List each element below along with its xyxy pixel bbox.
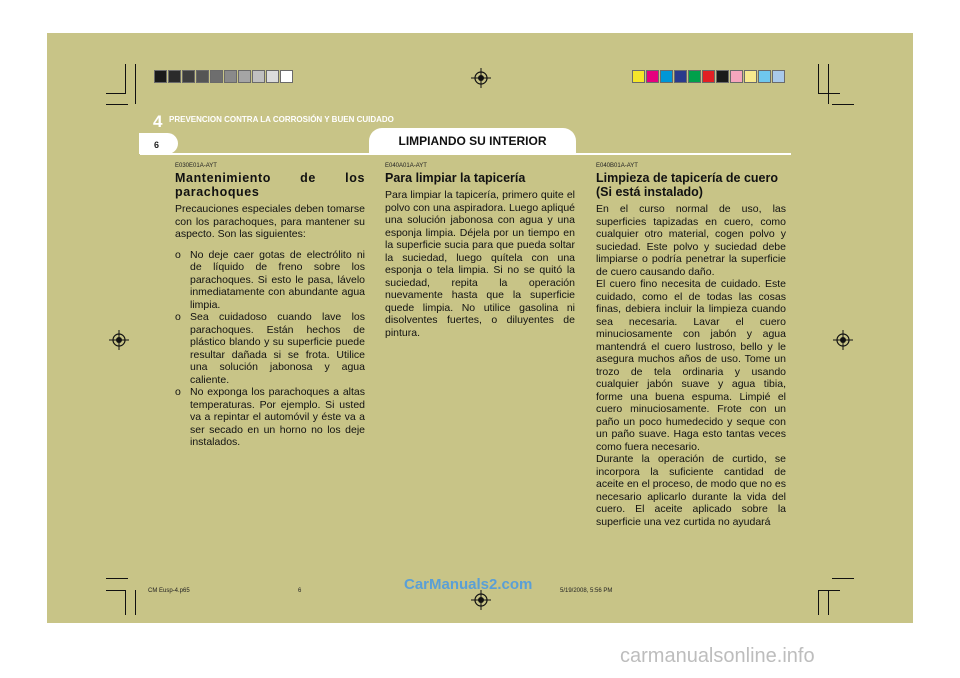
section-code: E030E01A-AYT xyxy=(175,163,217,169)
watermark-carmanuals2: CarManuals2.com xyxy=(404,576,533,593)
color-swatch xyxy=(182,70,195,83)
registration-mark-top-icon xyxy=(471,68,491,88)
color-swatch xyxy=(252,70,265,83)
section-heading: Limpieza de tapicería de cuero (Si está instalado) xyxy=(596,171,779,199)
section-heading: Para limpiar la tapicería xyxy=(385,171,526,185)
footer-timestamp: 5/19/2008, 5:56 PM xyxy=(560,588,613,594)
column-leather-cleaning xyxy=(596,163,786,528)
section-intro: Precauciones especiales deben tomarse con los parachoques, para mantener su aspecto. Son las siguientes: xyxy=(175,203,365,240)
color-swatch xyxy=(660,70,673,83)
color-swatch xyxy=(210,70,223,83)
bullet-text: No exponga los parachoques a altas temperaturas. Por ejemplo. Si usted va a repintar el automóvil y éste va a ser secado en un horno no los deje instalados. xyxy=(190,386,365,448)
section-heading: Mantenimiento de los parachoques xyxy=(175,171,365,199)
bullet-marker: o xyxy=(175,311,181,323)
color-swatch xyxy=(772,70,785,83)
section-title: LIMPIANDO SU INTERIOR xyxy=(369,128,576,154)
bullet-marker: o xyxy=(175,386,181,398)
section-body: En el curso normal de uso, las superficies tapizadas en cuero, como cualquier otro material, cogen polvo y suciedad. Este polvo y suciedad debe limpiarse o podría penetrar la superficie de cuero causando daño. El cuero fino necesita de cuidado. Este cuidado, como el de todas las cosas finas, debiera incluir la limpieza cuando sea necesaria. Lavar el cuero minuciosamente con jabón y agua mantendrá el cuero lustroso, bello y le asegura muchos años de uso. Tome un trozo de tela ordinaria y usando cualquier jabón suave y agua tibia, forme una buena espuma. Limpié el cuero minuciosamente. Frote con un paño un poco humedecido y seque con un paño suave. Haga esto tantas veces como fuera necesario. Durante la operación de curtido, se incorpora la suficiente cantidad de aceite en el proceso, de modo que no es necesario aplicarlo durante la vida del cuero. El aceite aplicado sobre la superficie una vez curtida no ayudará xyxy=(596,203,786,528)
grayscale-calibration-bar xyxy=(154,70,294,83)
footer-file: CM Eusp-4.p65 xyxy=(148,588,190,594)
bullet-marker: o xyxy=(175,248,181,261)
color-swatch xyxy=(674,70,687,83)
color-swatch xyxy=(168,70,181,83)
bullet-text: No deje caer gotas de electrólito ni de líquido de freno sobre los parachoques. Si esto le pasa, lávelo inmediatamente con abundante agua limpia. xyxy=(190,248,365,311)
color-swatch xyxy=(266,70,279,83)
column-bumper-maintenance xyxy=(175,163,365,449)
color-swatch xyxy=(688,70,701,83)
list-item xyxy=(175,311,365,386)
color-swatch xyxy=(154,70,167,83)
chapter-title: PREVENCION CONTRA LA CORROSIÓN Y BUEN CUIDADO xyxy=(169,115,394,124)
section-body: Para limpiar la tapicería, primero quite el polvo con una aspiradora. Luego apliqué una solución jabonosa con agua y una esponja limpia. Déjela por un tiempo en la superficie sucia para que pueda soltar la suciedad, luego quítela con una esponja o tela limpia. Si no se quitó la suciedad, repita la operación nuevamente hasta que la superficie quede limpia. No utilice gasolina ni disolventes fuertes, o diluyentes de pintura. xyxy=(385,189,575,339)
color-swatch xyxy=(224,70,237,83)
footer-page: 6 xyxy=(298,588,302,594)
color-swatch xyxy=(730,70,743,83)
color-swatch xyxy=(646,70,659,83)
chapter-number: 4 xyxy=(153,112,163,131)
registration-mark-right-icon xyxy=(833,330,853,350)
color-swatch xyxy=(196,70,209,83)
color-swatch xyxy=(280,70,293,83)
section-code: E040B01A-AYT xyxy=(596,163,638,169)
bullet-text: Sea cuidadoso cuando lave los parachoques. Están hechos de plástico blando y su superficie puede resultar dañada si se frota. Utilice una solución jabonosa y agua caliente. xyxy=(190,311,365,386)
color-swatch xyxy=(632,70,645,83)
color-swatch xyxy=(716,70,729,83)
section-code: E040A01A-AYT xyxy=(385,163,427,169)
color-swatch xyxy=(702,70,715,83)
registration-mark-left-icon xyxy=(109,330,129,350)
color-swatch xyxy=(744,70,757,83)
color-swatch xyxy=(758,70,771,83)
column-upholstery-cleaning xyxy=(385,163,575,339)
list-item xyxy=(175,249,365,312)
list-item xyxy=(175,386,365,449)
color-swatch xyxy=(238,70,251,83)
header-divider xyxy=(140,153,791,155)
watermark-carmanualsonline: carmanualsonline.info xyxy=(620,645,815,667)
color-calibration-bar xyxy=(632,70,786,83)
registration-mark-bottom-icon xyxy=(471,590,491,610)
page-number: 6 xyxy=(154,140,160,150)
